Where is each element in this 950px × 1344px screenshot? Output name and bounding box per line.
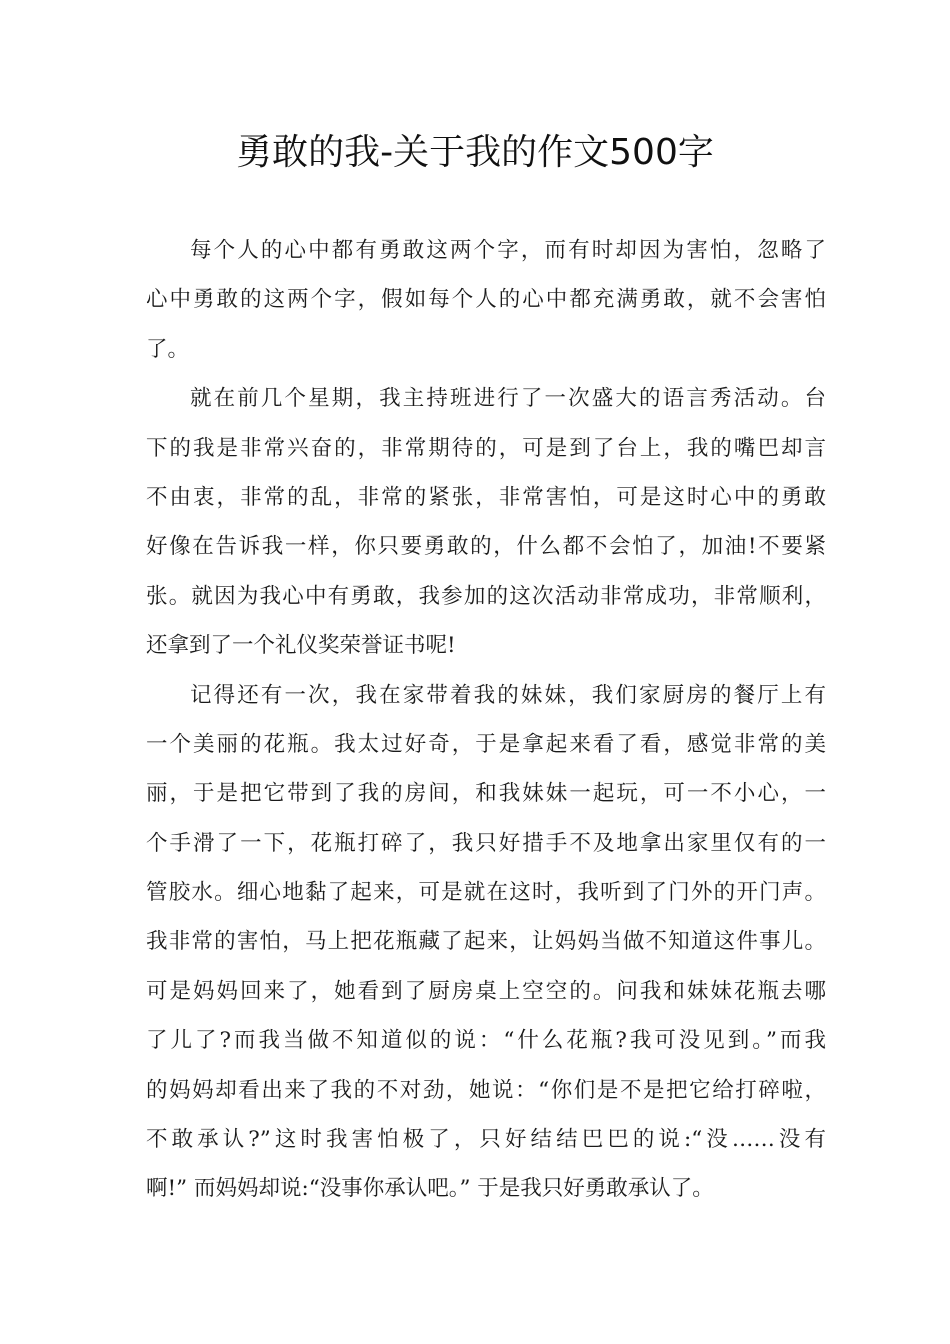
paragraph-2-line-4: 好像在告诉我一样，你只要勇敢的，什么都不会怕了，加油!不要紧 bbox=[146, 534, 826, 560]
paragraph-3-line-1: 记得还有一次，我在家带着我的妹妹，我们家厨房的餐厅上有 bbox=[190, 682, 826, 708]
paragraph-3-line-10: 不敢承认?”这时我害怕极了，只好结结巴巴的说:“没……没有 bbox=[146, 1127, 826, 1153]
paragraph-3-line-4: 个手滑了一下，花瓶打碎了，我只好措手不及地拿出家里仅有的一 bbox=[146, 830, 826, 856]
paragraph-3-line-6: 我非常的害怕，马上把花瓶藏了起来，让妈妈当做不知道这件事儿。 bbox=[146, 929, 826, 955]
paragraph-3-line-3: 丽，于是把它带到了我的房间，和我妹妹一起玩，可一不小心，一 bbox=[146, 781, 826, 807]
paragraph-2-line-5: 张。就因为我心中有勇敢，我参加的这次活动非常成功，非常顺利， bbox=[146, 583, 826, 609]
paragraph-3-line-2: 一个美丽的花瓶。我太过好奇，于是拿起来看了看，感觉非常的美 bbox=[146, 731, 826, 757]
paragraph-3-line-5: 管胶水。细心地黏了起来，可是就在这时，我听到了门外的开门声。 bbox=[146, 880, 826, 906]
paragraph-1-line-3: 了。 bbox=[146, 336, 190, 362]
document-title: 勇敢的我-关于我的作文500字 bbox=[236, 132, 714, 173]
paragraph-2-line-6: 还拿到了一个礼仪奖荣誉证书呢! bbox=[146, 633, 456, 659]
document-body bbox=[146, 232, 826, 1220]
paragraph-1-line-2: 心中勇敢的这两个字，假如每个人的心中都充满勇敢，就不会害怕 bbox=[146, 287, 826, 313]
paragraph-2-line-3: 不由衷，非常的乱，非常的紧张，非常害怕，可是这时心中的勇敢 bbox=[146, 484, 826, 510]
paragraph-3-line-7: 可是妈妈回来了，她看到了厨房桌上空空的。问我和妹妹花瓶去哪 bbox=[146, 978, 826, 1004]
paragraph-1-line-1: 每个人的心中都有勇敢这两个字，而有时却因为害怕，忽略了 bbox=[190, 238, 826, 263]
paragraph-3-line-9: 的妈妈却看出来了我的不对劲，她说：“你们是不是把它给打碎啦， bbox=[146, 1077, 826, 1103]
paragraph-2-line-2: 下的我是非常兴奋的，非常期待的，可是到了台上，我的嘴巴却言 bbox=[146, 435, 826, 461]
paragraph-2-line-1: 就在前几个星期，我主持班进行了一次盛大的语言秀活动。台 bbox=[190, 386, 826, 412]
paragraph-3-line-8: 了儿了?而我当做不知道似的说：“什么花瓶?我可没见到。”而我 bbox=[146, 1028, 826, 1054]
paragraph-3-line-11: 啊!” 而妈妈却说:“没事你承认吧。” 于是我只好勇敢承认了。 bbox=[146, 1176, 714, 1202]
